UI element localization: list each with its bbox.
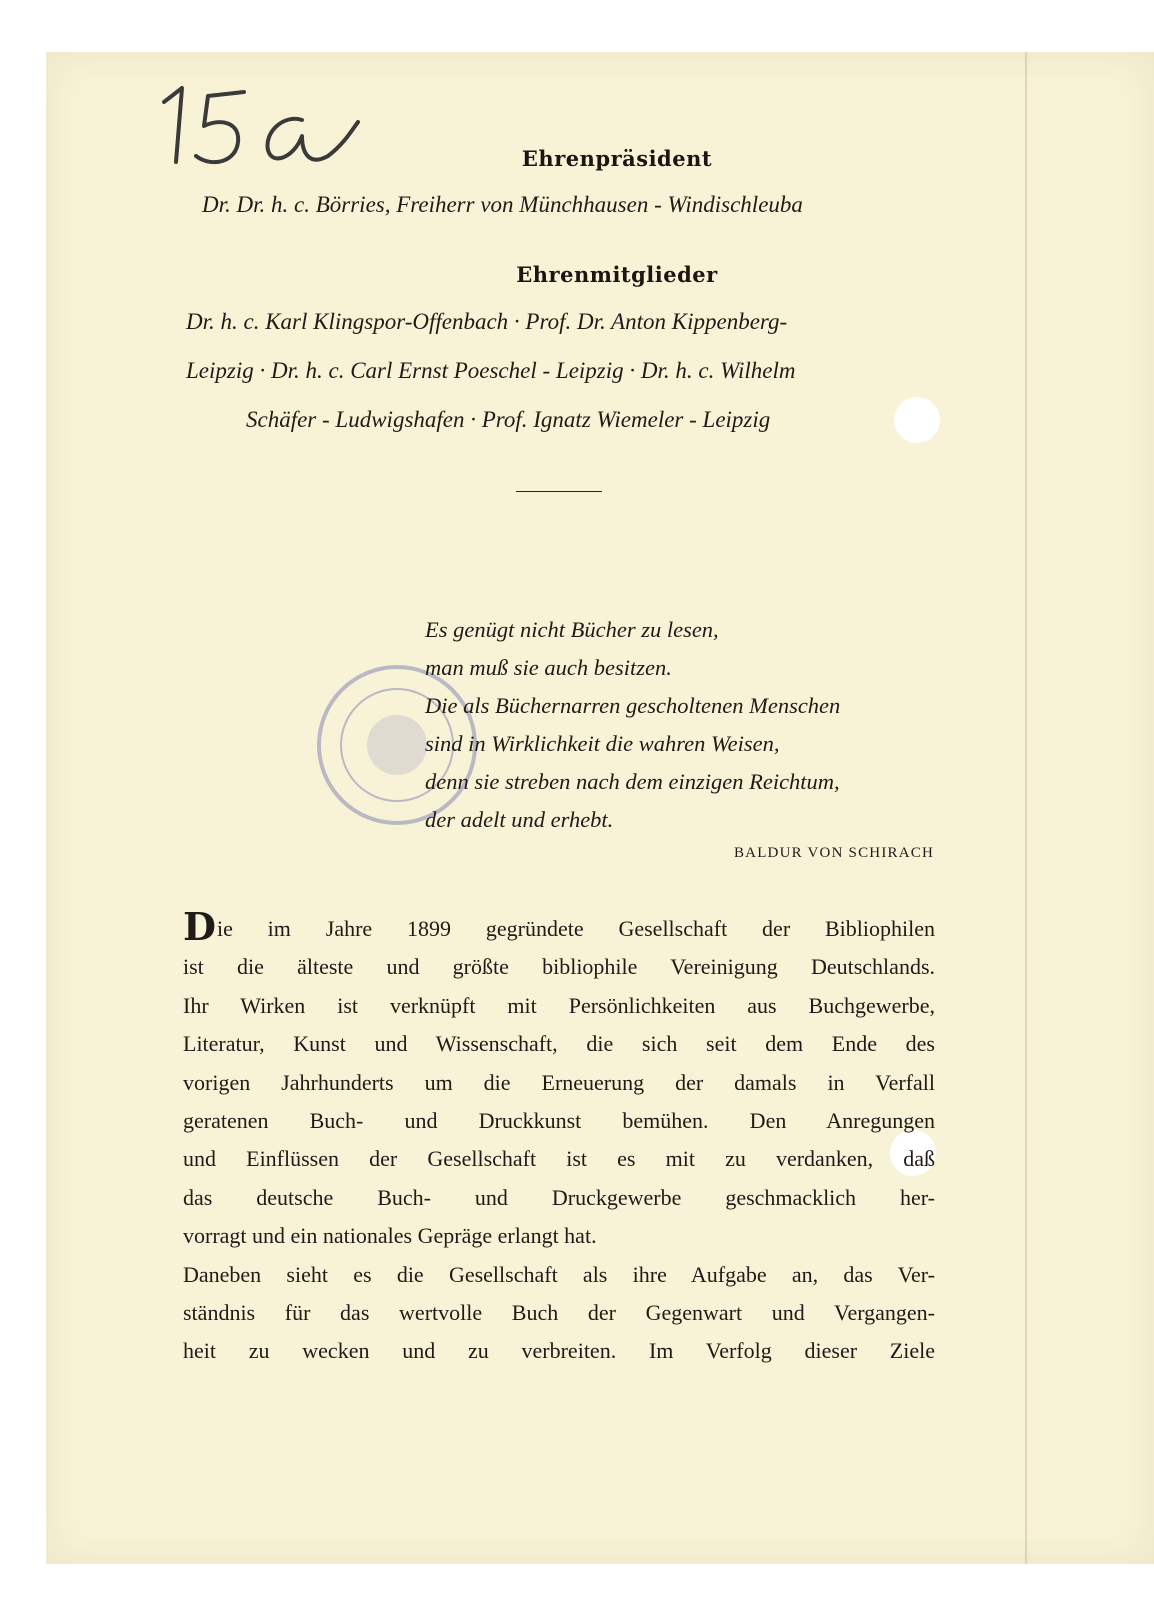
quote-line: man muß sie auch besitzen. bbox=[425, 655, 672, 680]
honorary-president-name: Dr. Dr. h. c. Börries, Freiherr von Münchhausen - Windischleuba bbox=[202, 192, 803, 217]
quote-line: sind in Wirklichkeit die wahren Weisen, bbox=[425, 731, 780, 756]
honorary-members-line: Leipzig · Dr. h. c. Carl Ernst Poeschel - Leipzig · Dr. h. c. Wilhelm bbox=[186, 358, 796, 383]
quote-line: der adelt und erhebt. bbox=[425, 807, 614, 832]
body-line: ist die älteste und größte bibliophile Vereinigung Deutschlands. bbox=[183, 954, 935, 980]
honorary-president-heading: Ehrenpräsident bbox=[521, 146, 713, 171]
body-line: heit zu wecken und zu verbreiten. Im Verfolg dieser Ziele bbox=[183, 1338, 935, 1364]
body-line bbox=[183, 910, 935, 948]
body-line: vorigen Jahrhunderts um die Erneuerung der damals in Verfall bbox=[183, 1069, 935, 1095]
body-line: vorragt und ein nationales Gepräge erlangt hat. bbox=[183, 1223, 597, 1249]
section-divider bbox=[516, 491, 602, 492]
quote-line: denn sie streben nach dem einzigen Reichtum, bbox=[425, 769, 840, 794]
body-line: das deutsche Buch- und Druckgewerbe geschmacklich her- bbox=[183, 1184, 935, 1210]
quote-line: Die als Büchernarren gescholtenen Menschen bbox=[425, 693, 841, 718]
body-line: Literatur, Kunst und Wissenschaft, die sich seit dem Ende des bbox=[183, 1031, 935, 1057]
honorary-members-heading: Ehrenmitglieder bbox=[516, 262, 718, 287]
honorary-members-line: Dr. h. c. Karl Klingspor-Offenbach · Prof. Dr. Anton Kippenberg- bbox=[186, 309, 788, 334]
body-line: ständnis für das wertvolle Buch der Gegenwart und Vergangen- bbox=[183, 1299, 935, 1325]
body-line: und Einflüssen der Gesellschaft ist es mit zu verdanken, daß bbox=[183, 1146, 935, 1172]
body-line: Daneben sieht es die Gesellschaft als ihre Aufgabe an, das Ver- bbox=[183, 1261, 935, 1287]
body-line: geratenen Buch- und Druckkunst bemühen. Den Anregungen bbox=[183, 1107, 935, 1133]
drop-cap: D bbox=[183, 910, 216, 949]
body-paragraph bbox=[183, 910, 935, 1371]
quote-line: Es genügt nicht Bücher zu lesen, bbox=[425, 617, 719, 642]
body-line-text: ie im Jahre 1899 gegründete Gesellschaft der Bibliophilen bbox=[216, 916, 935, 941]
quote-author: BALDUR VON SCHIRACH bbox=[733, 845, 934, 861]
honorary-members-line: Schäfer - Ludwigshafen · Prof. Ignatz Wiemeler - Leipzig bbox=[246, 407, 771, 432]
punch-hole bbox=[894, 397, 940, 443]
body-line: Ihr Wirken ist verknüpft mit Persönlichkeiten aus Buchgewerbe, bbox=[183, 992, 935, 1018]
